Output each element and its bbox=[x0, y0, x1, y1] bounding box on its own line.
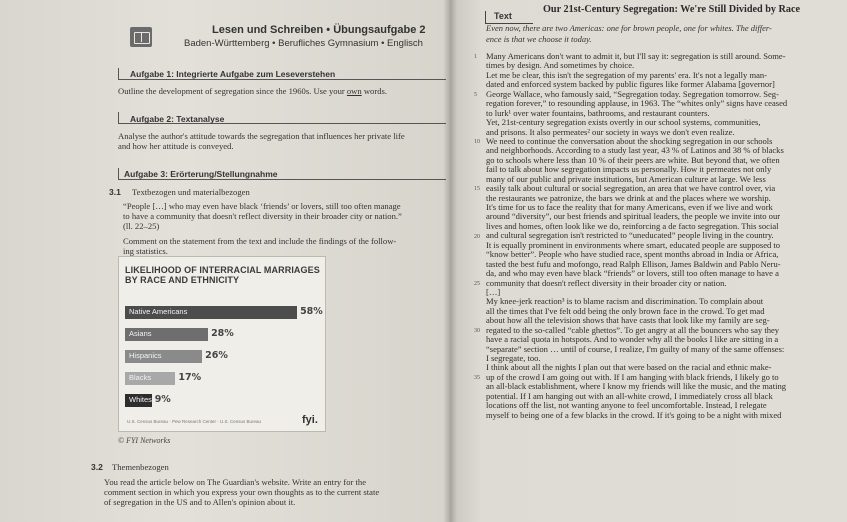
article-line: “separate” section … until of course, I realize, I'm guilty of many of the same offenses: bbox=[486, 343, 785, 354]
book-icon bbox=[130, 27, 152, 47]
task31-title: Textbezogen und materialbezogen bbox=[132, 187, 250, 197]
article-title: Our 21st-Century Segregation: We're Still Divided by Race bbox=[543, 4, 801, 15]
chart-category-label: Asians bbox=[129, 329, 152, 338]
article-line: regation forever,” to resounding applause, in 1963. The “whites only” signs have ceased bbox=[486, 98, 788, 109]
task2-text: Analyse the author's attitude towards the segregation that influences her private life and how her attitude is conveyed. bbox=[118, 131, 405, 151]
line-number: 5 bbox=[474, 91, 477, 98]
chart-category-label: Blacks bbox=[129, 373, 152, 382]
article-line: up of the crowd I am going out with. If I am hanging with black friends, I likely go to bbox=[486, 371, 779, 382]
article-line: an all-black establishment, where I know my friends will like the music, and the mating bbox=[486, 381, 787, 392]
line-number: 1 bbox=[474, 54, 477, 60]
article-line: about how all the television shows that have casts that look like my family are seg- bbox=[486, 315, 770, 326]
article-line: fail to talk about how segregation impacts us personally. How it permeates not only bbox=[486, 164, 772, 175]
article-line: myself to being one of a few blacks in the crowd. If it's going to be a night with mixed bbox=[486, 409, 782, 420]
article-line: My knee-jerk reaction³ is to blame racism and discrimination. To complain about bbox=[486, 296, 764, 307]
task31-instruction: Comment on the statement from the text and include the findings of the follow- ing statistics. bbox=[123, 236, 397, 256]
article-line: Yet, 21st-century segregation exists overtly in our school systems, communities, bbox=[486, 117, 761, 128]
chart-bar bbox=[125, 350, 202, 363]
interracial-marriage-chart bbox=[118, 256, 326, 432]
article-line: Many Americans don't want to admit it, but I'll say it: segregation is still around. Some- bbox=[486, 51, 786, 61]
task31-number: 3.1 bbox=[109, 187, 121, 197]
line-number: 30 bbox=[474, 328, 480, 335]
article-line: locations off the list, not wanting anyone to feel uncomfortable. Instead, I relegate bbox=[486, 400, 767, 411]
article-line: I segregate, too. bbox=[486, 353, 541, 363]
article-line: dated and enforced system backed by public figures like former Alabama [governor] bbox=[486, 79, 775, 90]
article-line: many of our public and private institutions, but American culture at large. We less bbox=[486, 173, 766, 184]
task32-number: 3.2 bbox=[91, 462, 103, 472]
chart-bar bbox=[125, 372, 175, 385]
chart-category-label: Whites bbox=[129, 395, 152, 404]
article-line: I think about all the nights I plan out that were based on the racial and ethnic make- bbox=[486, 362, 772, 373]
article-line: go to schools where less than 10 % of their peers are white. But beyond that, we often bbox=[486, 154, 780, 165]
header-title: Lesen und Schreiben • Übungsaufgabe 2 bbox=[212, 24, 426, 36]
article-line: da, and who may even have black “friends” or lovers, still too often manage to have a bbox=[486, 268, 779, 279]
article-line: Let me be clear, this isn't the segregation of my parents' era. It's not a legally man- bbox=[486, 69, 768, 80]
article-line: It's time for us to face the reality that for many Americans, even if we live and work bbox=[486, 202, 773, 212]
line-number: 35 bbox=[474, 375, 480, 382]
article-line: and cultural segregation isn't restricted to “uneducated” people living in the country. bbox=[486, 230, 774, 241]
chart-bar bbox=[125, 306, 297, 319]
task31-quote: “People […] who may even have black ‘friends’ or lovers, still too often manage to have a community that doesn't reflect diversity in their broader city or nation.” (ll. 22–25) bbox=[123, 201, 402, 231]
article-line: have a racial quota in hotspots. And to wonder why all the books I like are sitting in a bbox=[486, 334, 779, 345]
line-number: 15 bbox=[474, 186, 480, 193]
article-line: […] bbox=[486, 286, 501, 297]
article-line: We need to continue the conversation about the shocking segregation in our schools bbox=[486, 135, 773, 146]
chart-source: U.S. Census Bureau · Pew Research Center · U.S. Census Bureau bbox=[127, 419, 262, 424]
article-line: lives and homes, often look like we do, reinforcing a de facto segregation. This social bbox=[486, 220, 779, 231]
article-line: potential. If I am hanging out with an all-white crowd, I immediately cross all black bbox=[486, 390, 773, 401]
task32-text: You read the article below on The Guardian's website. Write an entry for the comment section in which you express your own thoughts as to the current state of segregation in the US and to Allen's opinion about it. bbox=[104, 477, 380, 507]
line-number: 25 bbox=[474, 280, 480, 287]
fyi-logo: fyi. bbox=[302, 414, 318, 426]
chart-title: LIKELIHOOD OF INTERRACIAL MARRIAGES BY RACE AND ETHNICITY bbox=[125, 265, 320, 285]
article-line: and neighborhoods. According to a study last year, 43 % of Latinos and 38 % of blacks bbox=[486, 145, 784, 156]
task1-text: Outline the development of segregation since the 1960s. Use your own words. bbox=[118, 86, 387, 96]
task1-label: Aufgabe 1: Integrierte Aufgabe zum Leseverstehen bbox=[130, 69, 336, 79]
task32-title: Themenbezogen bbox=[112, 462, 169, 472]
article-line: to lurk¹ over water fountains, bathrooms, and restaurant counters. bbox=[486, 107, 710, 118]
article-line: George Wallace, who famously said, “Segregation today. Segregation tomorrow. Seg- bbox=[486, 88, 779, 99]
article-line: all the times that I've felt odd being the only brown face in the crowd. To get mad bbox=[486, 305, 765, 316]
line-number: 10 bbox=[474, 139, 480, 146]
chart-value-label: 58% bbox=[300, 306, 323, 317]
chart-bar bbox=[125, 394, 152, 407]
article-line: community that doesn't reflect diversity in their broader city or nation. bbox=[486, 277, 727, 288]
text-tag: Text bbox=[485, 11, 533, 24]
article-line: It is equally prominent in environments where smart, educated people are supposed to bbox=[486, 239, 781, 250]
chart-category-label: Hispanics bbox=[129, 351, 162, 360]
article-line: around “diversity”, our best friends and spiritual leaders, the people we invite into our bbox=[486, 211, 781, 222]
chart-credit: © FYI Networks bbox=[118, 436, 171, 445]
article-lead: Even now, there are two Americas: one for brown people, one for whites. The differ- ence is that we choose it today. bbox=[486, 23, 772, 44]
article-line: “know better”. People who have studied race, spent months abroad in India or Africa, bbox=[486, 249, 779, 260]
chart-value-label: 28% bbox=[211, 328, 234, 339]
chart-value-label: 9% bbox=[154, 394, 171, 405]
article-line: the restaurants we patronize, the bars we drink at and the places where we worship. bbox=[486, 192, 771, 203]
header-subtitle: Baden-Württemberg • Berufliches Gymnasium • Englisch bbox=[184, 38, 423, 49]
chart-bar bbox=[125, 328, 208, 341]
article-line: easily talk about cultural or social segregation, an area that we have control over, via bbox=[486, 183, 776, 194]
line-number: 20 bbox=[474, 233, 480, 240]
article-line: tasted the best fufu and mofongo, read Ralph Ellison, James Baldwin and Pablo Neru- bbox=[486, 258, 781, 269]
task2-label: Aufgabe 2: Textanalyse bbox=[130, 114, 225, 124]
article-line: regated to the so-called “cable ghettos”. To get angry at all the bouncers who say they bbox=[486, 324, 780, 335]
article-line: and prisons. It also permeates² our society in ways we don't even realize. bbox=[486, 126, 735, 137]
article-line: times by design. And sometimes by choice. bbox=[486, 60, 635, 71]
chart-value-label: 17% bbox=[178, 372, 202, 383]
article-body bbox=[486, 52, 830, 420]
task3-label: Aufgabe 3: Erörterung/Stellungnahme bbox=[124, 169, 278, 179]
chart-category-label: Native Americans bbox=[129, 307, 188, 316]
chart-value-label: 26% bbox=[205, 350, 228, 361]
